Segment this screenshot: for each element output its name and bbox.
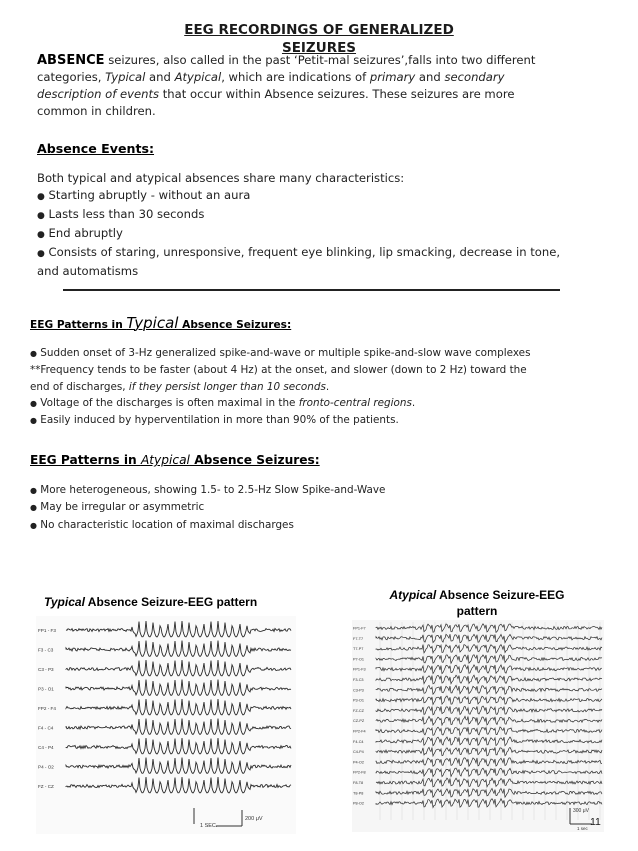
typical-bullet-end: .	[411, 396, 416, 409]
atypical-heading-pre: EEG Patterns in	[30, 453, 141, 467]
atypical-channel-label: C4-P4	[353, 750, 364, 755]
page-title-line2: SEIZURES	[281, 40, 357, 56]
atypical-bullet-text: No characteristic location of maximal discharges	[40, 518, 294, 531]
atypical-channel-label: P8-O2	[353, 801, 364, 806]
bullet-icon: ●	[30, 503, 37, 513]
atypical-channel-label: T8-P8	[353, 791, 364, 796]
typical-bullet	[30, 345, 630, 362]
intro-atypical: Atypical	[174, 70, 222, 84]
events-bullet-text: End abruptly	[48, 226, 123, 240]
typical-channel-label: C4 - P4	[38, 745, 54, 750]
typical-channel-label: FP1 - F3	[38, 628, 56, 633]
typical-heading-pre: EEG Patterns in	[30, 319, 127, 331]
events-intro: Both typical and atypical absences share many characteristics:	[37, 171, 405, 185]
atypical-channel-label: F7-T7	[353, 636, 364, 641]
events-bullet	[37, 244, 627, 263]
intro-text-5: common in children.	[37, 104, 156, 118]
page-number: 11	[590, 816, 601, 828]
typical-bullet	[30, 395, 630, 412]
atypical-channel-label: P7-O1	[353, 657, 364, 662]
typical-figure-caption	[44, 595, 257, 609]
typical-heading-post: Absence Seizures:	[178, 319, 292, 331]
typical-note-cont	[30, 379, 630, 395]
typical-bullet-text: Easily induced by hyperventilation in more than 90% of the patients.	[40, 414, 399, 427]
atypical-channel-label: P4-O2	[353, 760, 364, 765]
atypical-channel-label: FP2-F8	[353, 770, 366, 775]
events-bullet-continuation: and automatisms	[37, 264, 139, 278]
typical-channel-label: FP2 - F4	[38, 706, 56, 711]
page-title: EEG RECORDINGS OF GENERALIZED	[184, 22, 454, 38]
bullet-icon: ●	[30, 520, 37, 530]
section-divider	[63, 289, 560, 291]
absence-lead: ABSENCE	[37, 53, 105, 68]
atypical-channel-label: FP1-F3	[353, 667, 366, 672]
events-heading: Absence Events:	[37, 141, 155, 156]
intro-text-2: categories,	[37, 70, 106, 84]
typical-bullet	[30, 412, 630, 429]
atypical-list	[30, 482, 630, 534]
typical-caption-italic: Typical	[44, 595, 85, 609]
atypical-bullet	[30, 482, 630, 499]
atypical-caption-line2: pattern	[456, 604, 498, 618]
typical-note-c1: end of discharges,	[30, 380, 129, 393]
typical-note-c2: if they persist longer than 10 seconds	[128, 380, 326, 393]
typical-amp-label: 200 μV	[245, 816, 263, 822]
atypical-bullet-text: More heterogeneous, showing 1.5- to 2.5-Hz Slow Spike-and-Wave	[40, 484, 386, 496]
intro-and-2: and	[415, 70, 445, 84]
bullet-icon: ●	[37, 192, 45, 202]
typical-list	[30, 345, 630, 429]
intro-primary: primary	[369, 70, 416, 84]
atypical-amp-label: 300 μV	[573, 808, 589, 814]
typical-bullet-text: Voltage of the discharges is often maximal in the	[40, 396, 299, 409]
typical-channel-label: C3 - P3	[38, 667, 54, 672]
atypical-bullet-text: May be irregular or asymmetric	[40, 501, 205, 514]
atypical-eeg-figure	[352, 620, 604, 832]
atypical-channel-label: FP2-F4	[353, 729, 366, 734]
bullet-icon: ●	[30, 349, 37, 358]
events-bullet-text: Consists of staring, unresponsive, frequent eye blinking, lip smacking, decrease in tone,	[48, 245, 561, 259]
atypical-bullet	[30, 517, 630, 534]
atypical-channel-label: C3-P3	[353, 688, 364, 693]
events-bullet	[37, 206, 627, 225]
intro-text-1: seizures, also called in the past ‘Petit-mal seizures’,falls into two different	[104, 53, 536, 67]
intro-text-4: that occur within Absence seizures. These seizures are more	[159, 87, 515, 101]
atypical-heading-post: Absence Seizures:	[189, 453, 320, 467]
atypical-figure-caption	[352, 587, 602, 619]
bullet-icon: ●	[30, 398, 37, 408]
typical-note-c3: .	[325, 380, 330, 393]
atypical-channel-label: FZ-CZ	[353, 708, 364, 713]
intro-typical: Typical	[105, 70, 146, 84]
atypical-channel-label: CZ-PZ	[353, 719, 365, 724]
atypical-channel-label: F8-T8	[353, 781, 364, 785]
events-bullet	[37, 225, 627, 244]
typical-eeg-figure	[36, 616, 296, 834]
typical-channel-label: P4 - O2	[38, 764, 54, 770]
typical-channel-label: FZ - CZ	[38, 784, 54, 789]
typical-time-label: 1 SEC.	[200, 823, 218, 829]
events-bullet-text: Lasts less than 30 seconds	[48, 207, 205, 221]
atypical-time-label: 1 sec	[577, 826, 588, 831]
typical-channel-label: P3 - O1	[38, 686, 54, 692]
intro-paragraph	[37, 52, 617, 120]
atypical-channel-label: F4-C4	[353, 739, 364, 744]
intro-description: description of events	[37, 87, 160, 101]
intro-text-3: , which are indications of	[221, 70, 370, 84]
bullet-icon: ●	[30, 486, 37, 495]
intro-and-1: and	[145, 70, 175, 84]
atypical-channel-label: F3-C3	[353, 678, 364, 682]
events-bullet	[37, 187, 627, 206]
bullet-icon: ●	[37, 249, 45, 259]
typical-heading	[30, 314, 291, 332]
typical-bullet-text: Sudden onset of 3-Hz generalized spike-and-wave or multiple spike-and-slow wave complexes	[40, 347, 531, 359]
typical-channel-label: F4 - C4	[38, 725, 54, 731]
atypical-caption-italic: Atypical	[389, 588, 437, 602]
events-list	[37, 170, 627, 280]
atypical-caption-rest: Absence Seizure-EEG	[436, 588, 565, 602]
atypical-heading-italic: Atypical	[140, 453, 190, 467]
atypical-heading	[30, 453, 320, 467]
typical-channel-label: F3 - C3	[38, 647, 54, 653]
typical-heading-italic: Typical	[126, 314, 179, 332]
typical-note: **Frequency tends to be faster (about 4 Hz) at the onset, and slower (down to 2 Hz) toward the	[30, 364, 527, 377]
atypical-channel-label: FP1-F7	[353, 626, 366, 631]
atypical-bullet	[30, 499, 630, 516]
typical-bullet-italic: fronto-central regions	[298, 396, 412, 409]
bullet-icon: ●	[37, 230, 45, 240]
events-bullet-text: Starting abruptly - without an aura	[48, 188, 251, 202]
atypical-channel-label: T7-P7	[353, 647, 364, 652]
bullet-icon: ●	[37, 211, 45, 221]
bullet-icon: ●	[30, 416, 37, 426]
typical-caption-rest: Absence Seizure-EEG pattern	[84, 595, 258, 609]
atypical-channel-label: P3-O1	[353, 698, 364, 703]
intro-secondary: secondary	[444, 70, 505, 84]
